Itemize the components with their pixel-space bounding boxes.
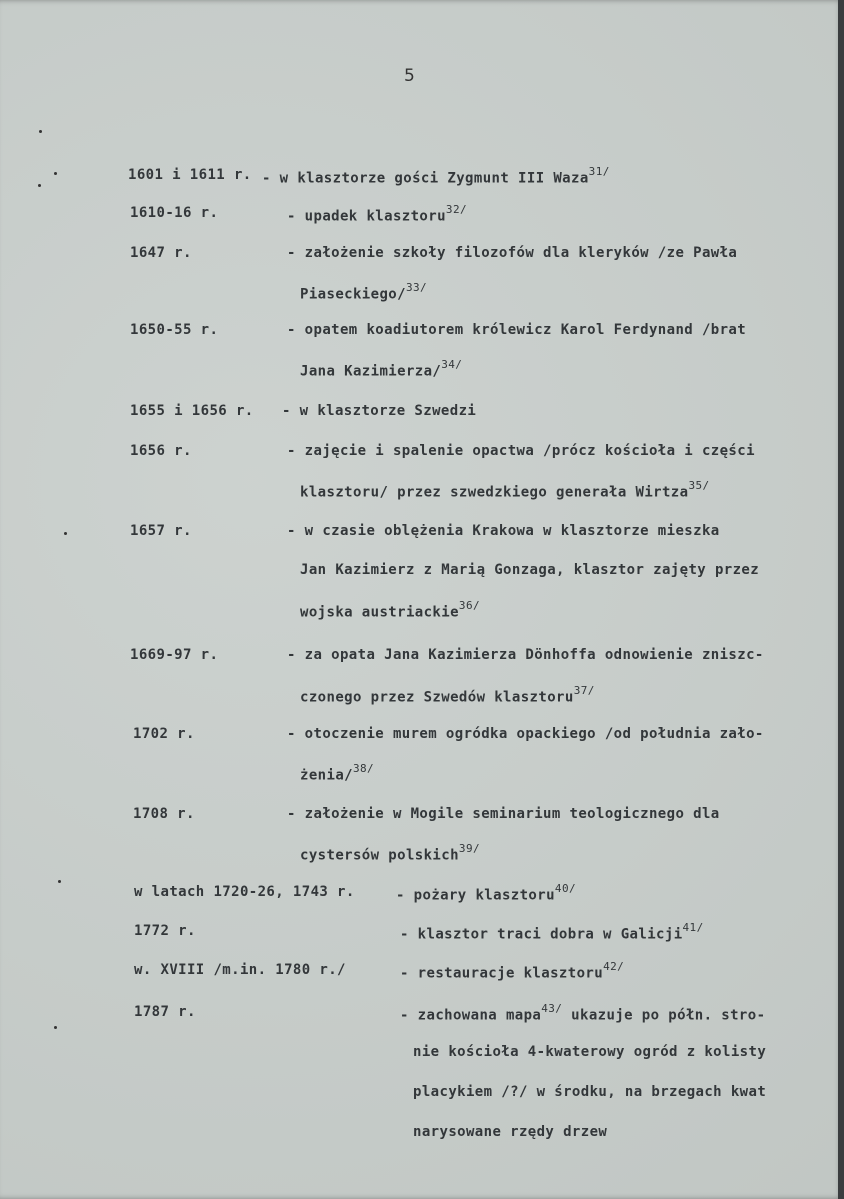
entry-date: 1656 r. bbox=[130, 443, 192, 459]
entry-line: - upadek klasztoru bbox=[287, 208, 446, 225]
entry-date: 1655 i 1656 r. bbox=[130, 403, 254, 419]
footnote-ref: 31/ bbox=[588, 165, 610, 178]
entry-date: 1601 i 1611 r. bbox=[128, 167, 252, 183]
entry-date: 1657 r. bbox=[130, 523, 192, 539]
entry-text bbox=[262, 167, 610, 187]
entry-line: placykiem /?/ w środku, na brzegach kwat bbox=[413, 1084, 767, 1100]
entry-date: 1610-16 r. bbox=[130, 205, 219, 221]
entry-text bbox=[400, 923, 704, 943]
entry-line: - założenie szkoły filozofów dla kleryków /ze Pawła bbox=[287, 245, 738, 261]
entry-line: wojska austriackie bbox=[300, 604, 459, 621]
entry-date: 1669-97 r. bbox=[130, 647, 219, 663]
margin-mark bbox=[38, 184, 41, 187]
entry-text bbox=[300, 686, 595, 706]
margin-mark bbox=[54, 172, 57, 175]
entry-line: - w klasztorze Szwedzi bbox=[282, 403, 477, 419]
entry-date: 1647 r. bbox=[130, 245, 192, 261]
entry-line: - za opata Jana Kazimierza Dönhoffa odnowienie zniszc- bbox=[287, 647, 764, 663]
footnote-ref: 35/ bbox=[688, 479, 710, 492]
entry-line: narysowane rzędy drzew bbox=[413, 1124, 608, 1140]
entry-line: czonego przez Szwedów klasztoru bbox=[300, 689, 574, 706]
entry-date: 1650-55 r. bbox=[130, 322, 219, 338]
page-number: 5 bbox=[404, 66, 415, 86]
entry-line: cystersów polskich bbox=[300, 847, 459, 864]
entry-date: 1702 r. bbox=[133, 726, 195, 742]
entry-line: Jan Kazimierz z Marią Gonzaga, klasztor zajęty przez bbox=[300, 562, 760, 578]
entry-line: - klasztor traci dobra w Galicji bbox=[400, 926, 683, 943]
entry-text bbox=[400, 962, 624, 982]
entry-line: Piaseckiego/ bbox=[300, 286, 406, 303]
entry-date: w. XVIII /m.in. 1780 r./ bbox=[134, 962, 346, 978]
footnote-ref: 41/ bbox=[682, 921, 704, 934]
entry-text bbox=[400, 1004, 765, 1024]
margin-mark bbox=[39, 130, 42, 133]
footnote-ref: 37/ bbox=[573, 684, 595, 697]
footnote-ref: 38/ bbox=[352, 762, 375, 775]
entry-text bbox=[300, 360, 462, 380]
entry-line: - zajęcie i spalenie opactwa /prócz kościoła i części bbox=[287, 443, 755, 459]
entry-text bbox=[300, 764, 374, 784]
page-edge-shadow bbox=[838, 0, 844, 1199]
entry-text bbox=[396, 884, 576, 904]
entry-line: klasztoru/ przez szwedzkiego generała Wirtza bbox=[300, 484, 689, 501]
entry-text bbox=[300, 844, 480, 864]
footnote-ref: 32/ bbox=[445, 203, 467, 216]
entry-line-tail: ukazuje po półn. stro- bbox=[562, 1007, 766, 1024]
footnote-ref: 43/ bbox=[541, 1002, 563, 1015]
entry-line: - restauracje klasztoru bbox=[400, 965, 604, 982]
entry-line: - w klasztorze gości Zygmunt III Waza bbox=[262, 170, 589, 187]
entry-text bbox=[300, 481, 710, 501]
entry-line: - założenie w Mogile seminarium teologicznego dla bbox=[287, 806, 720, 822]
entry-line: - otoczenie murem ogródka opackiego /od południa zało- bbox=[287, 726, 764, 742]
footnote-ref: 40/ bbox=[554, 882, 576, 895]
entry-text bbox=[300, 283, 427, 303]
entry-line: - opatem koadiutorem królewicz Karol Ferdynand /brat bbox=[287, 322, 747, 338]
entry-date: 1708 r. bbox=[133, 806, 195, 822]
footnote-ref: 42/ bbox=[603, 960, 625, 973]
entry-line: nie kościoła 4-kwaterowy ogród z kolisty bbox=[413, 1044, 767, 1060]
margin-mark bbox=[54, 1026, 57, 1029]
entry-line: - pożary klasztoru bbox=[396, 887, 555, 904]
footnote-ref: 36/ bbox=[458, 599, 480, 612]
margin-mark bbox=[58, 880, 61, 883]
entry-line: żenia/ bbox=[300, 767, 353, 784]
footnote-ref: 34/ bbox=[441, 358, 463, 371]
entry-text bbox=[287, 205, 467, 225]
entry-date: 1787 r. bbox=[134, 1004, 196, 1020]
entry-line: - zachowana mapa bbox=[400, 1007, 542, 1024]
entry-date: w latach 1720-26, 1743 r. bbox=[134, 884, 355, 900]
entry-line: - w czasie oblężenia Krakowa w klasztorze mieszka bbox=[287, 523, 720, 539]
entry-line: Jana Kazimierza/ bbox=[300, 363, 442, 380]
entry-text bbox=[300, 601, 480, 621]
footnote-ref: 33/ bbox=[405, 281, 428, 294]
footnote-ref: 39/ bbox=[458, 842, 480, 855]
entry-date: 1772 r. bbox=[134, 923, 196, 939]
margin-mark bbox=[64, 532, 67, 535]
